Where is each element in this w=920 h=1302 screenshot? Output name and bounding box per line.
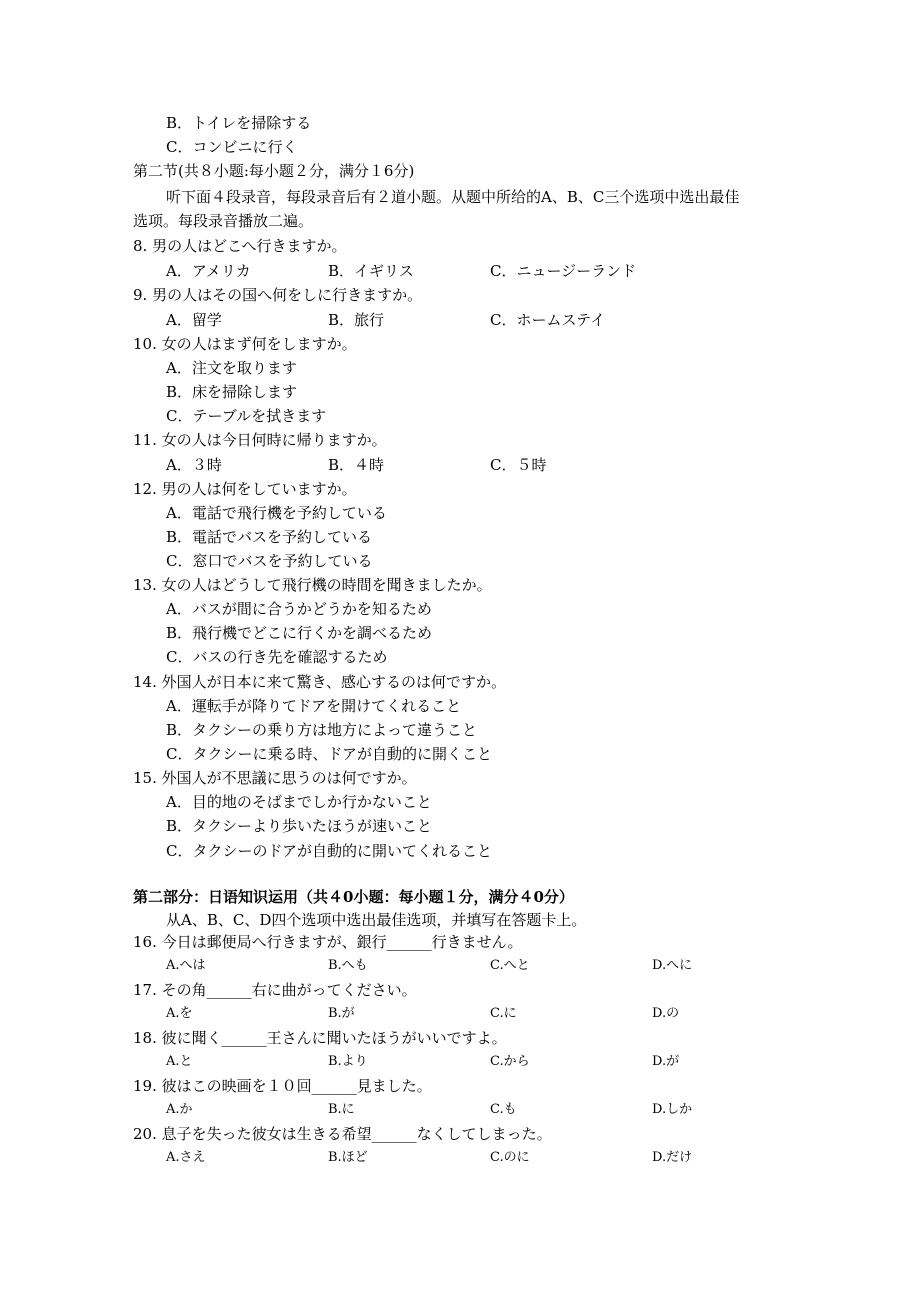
- q19-option-a: A.か: [166, 1102, 193, 1117]
- q10-option-a: A．注文を取ります: [166, 359, 297, 377]
- q17-option-b: B.が: [328, 1006, 355, 1021]
- q20-option-b: B.ほど: [328, 1150, 368, 1165]
- q11-option-c: C．５時: [490, 456, 547, 474]
- question-14: 14. 外国人が日本に来て驚き、感心するのは何ですか。: [133, 673, 507, 691]
- question-8: 8. 男の人はどこへ行きますか。: [133, 237, 347, 255]
- section-instruction: 听下面４段录音，每段录音后有２道小题。从题中所给的A、B、C三个选项中选出最佳: [166, 188, 740, 206]
- question-15: 15. 外国人が不思議に思うのは何ですか。: [133, 769, 417, 787]
- question-12: 12. 男の人は何をしていますか。: [133, 480, 357, 498]
- q12-option-b: B．電話でバスを予約している: [166, 528, 373, 546]
- q8-option-b: B．イギリス: [328, 262, 414, 280]
- q16-option-a: A.へは: [166, 958, 206, 973]
- question-13: 13. 女の人はどうして飛行機の時間を聞きましたか。: [133, 576, 492, 594]
- q17-option-d: D.の: [652, 1006, 680, 1021]
- q10-option-c: C．テーブルを拭きます: [166, 407, 327, 425]
- q19-option-c: C.も: [490, 1102, 517, 1117]
- question-9: 9. 男の人はその国へ何をしに行きますか。: [133, 286, 423, 304]
- q18-option-a: A.と: [166, 1054, 193, 1069]
- question-17: 17. その角______右に曲がってください。: [133, 981, 417, 999]
- q16-option-c: C.へと: [490, 958, 530, 973]
- q9-option-b: B．旅行: [328, 311, 385, 329]
- q11-option-a: A．３時: [166, 456, 222, 474]
- q15-option-b: B．タクシーより歩いたほうが速いこと: [166, 817, 433, 835]
- question-19: 19. 彼はこの映画を１０回______見ました。: [133, 1077, 432, 1095]
- q13-option-b: B．飛行機でどこに行くかを調べるため: [166, 624, 433, 642]
- q15-option-a: A．目的地のそばまでしか行かないこと: [166, 793, 432, 811]
- q17-option-a: A.を: [166, 1006, 193, 1021]
- q14-option-c: C．タクシーに乗る時、ドアが自動的に開くこと: [166, 745, 493, 763]
- section-instruction-cont: 选项。每段录音播放二遍。: [133, 212, 314, 230]
- q19-option-d: D.しか: [652, 1102, 693, 1117]
- q17-option-c: C.に: [490, 1006, 517, 1021]
- q10-option-b: B．床を掃除します: [166, 383, 298, 401]
- q13-option-c: C．バスの行き先を確認するため: [166, 648, 388, 666]
- q13-option-a: A．バスが間に合うかどうかを知るため: [166, 600, 432, 618]
- q8-option-c: C．ニュージーランド: [490, 262, 637, 280]
- q20-option-a: A.さえ: [166, 1150, 206, 1165]
- question-20: 20. 息子を失った彼女は生きる希望______なくしてしまった。: [133, 1125, 552, 1143]
- part2-header: 第二部分：日语知识运用（共４0小题：每小题１分，满分４0分）: [133, 888, 574, 906]
- question-18: 18. 彼に聞く______王さんに聞いたほうがいいですよ。: [133, 1029, 507, 1047]
- section-header: 第二节(共８小题:每小题２分，满分１6分): [133, 162, 415, 180]
- option-c-prev: C．コンビニに行く: [166, 138, 298, 156]
- q19-option-b: B.に: [328, 1102, 355, 1117]
- q8-option-a: A．アメリカ: [166, 262, 251, 280]
- q18-option-d: D.が: [652, 1054, 680, 1069]
- q16-option-b: B.へも: [328, 958, 368, 973]
- question-11: 11. 女の人は今日何時に帰りますか。: [133, 431, 387, 449]
- question-10: 10. 女の人はまず何をしますか。: [133, 335, 357, 353]
- q12-option-c: C．窓口でバスを予約している: [166, 552, 373, 570]
- q9-option-c: C．ホームステイ: [490, 311, 606, 329]
- q9-option-a: A．留学: [166, 311, 222, 329]
- part2-instruction: 从A、B、C、D四个选项中选出最佳选项，并填写在答题卡上。: [166, 911, 587, 929]
- q20-option-d: D.だけ: [652, 1150, 693, 1165]
- q18-option-c: C.から: [490, 1054, 530, 1069]
- q11-option-b: B．４時: [328, 456, 385, 474]
- q15-option-c: C．タクシーのドアが自動的に開いてくれること: [166, 842, 493, 860]
- q14-option-b: B．タクシーの乗り方は地方によって違うこと: [166, 721, 478, 739]
- q16-option-d: D.へに: [652, 958, 693, 973]
- q12-option-a: A．電話で飛行機を予約している: [166, 504, 387, 522]
- option-b-prev: B．トイレを掃除する: [166, 114, 312, 132]
- question-16: 16. 今日は郵便局へ行きますが、銀行______行きません。: [133, 933, 523, 951]
- q18-option-b: B.より: [328, 1054, 368, 1069]
- q14-option-a: A．運転手が降りてドアを開けてくれること: [166, 697, 462, 715]
- q20-option-c: C.のに: [490, 1150, 530, 1165]
